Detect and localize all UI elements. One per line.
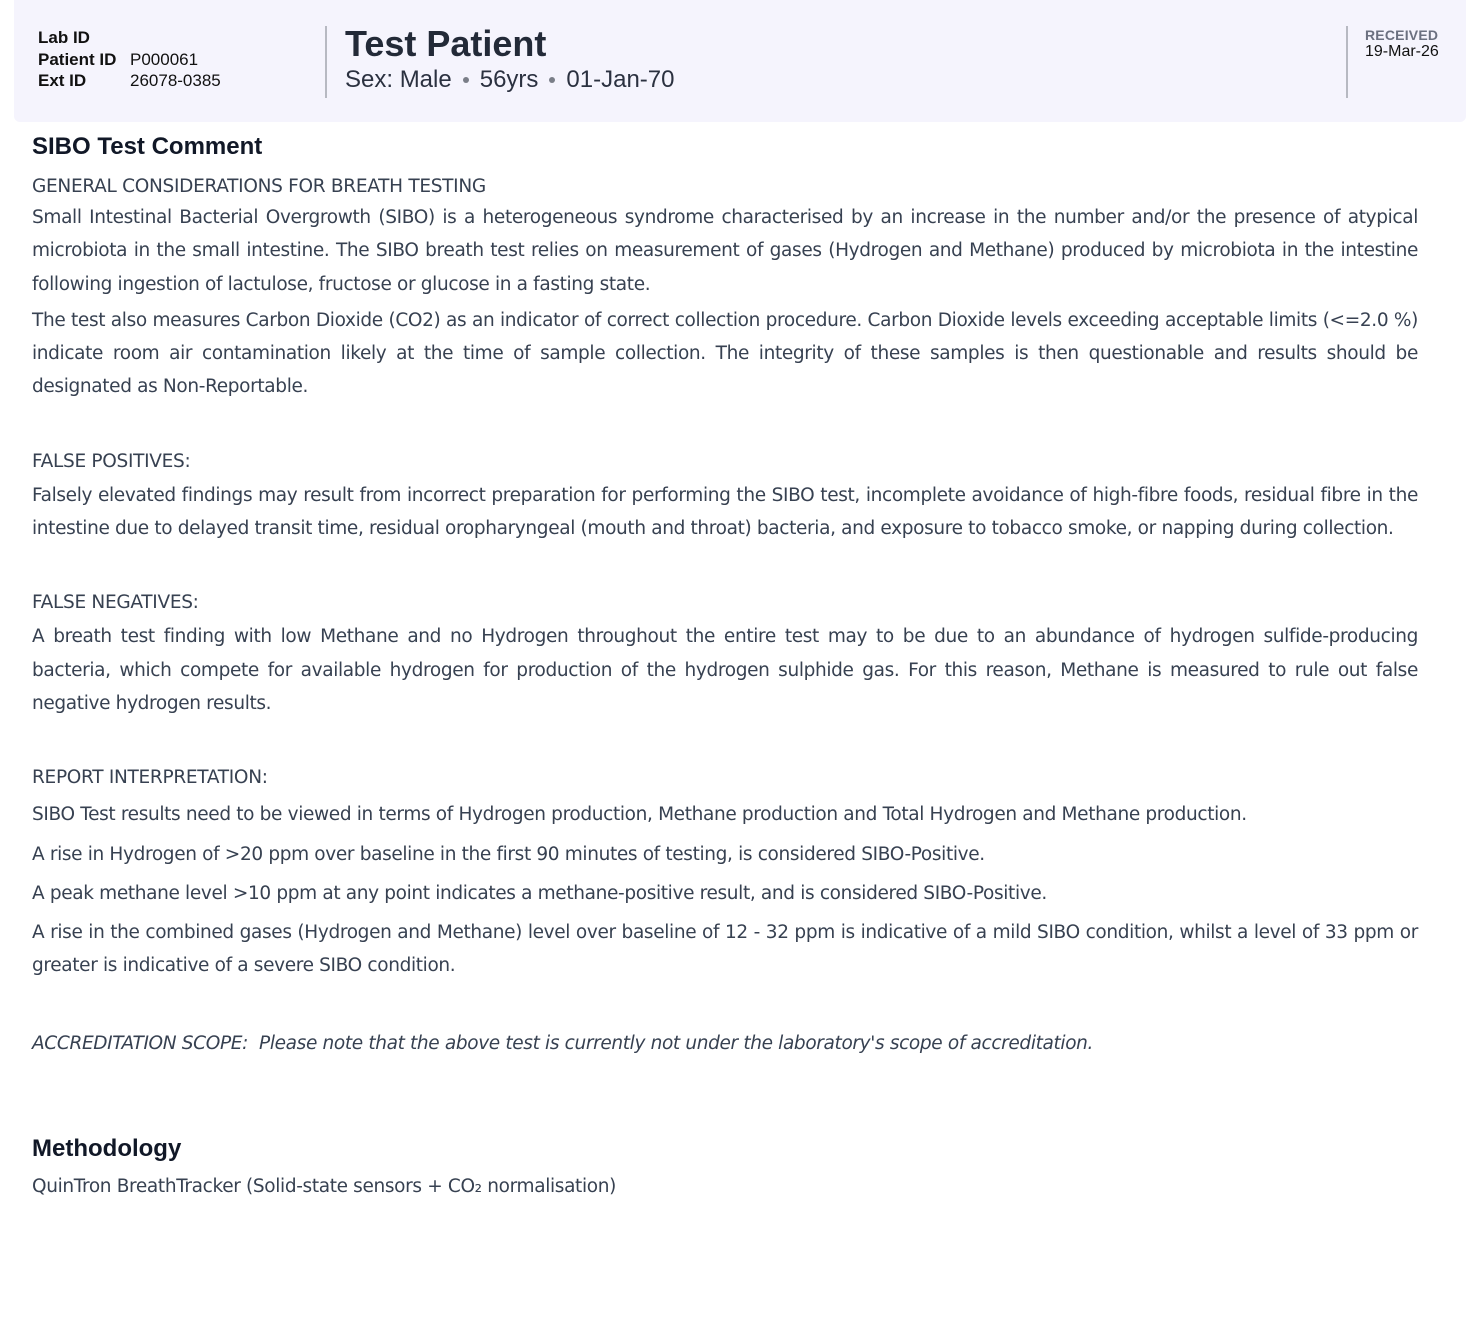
accreditation-note: ACCREDITATION SCOPE: Please note that the above test is currently not under the laboratory's scope of accreditation. xyxy=(32,1032,1094,1054)
general-paragraph: Small Intestinal Bacterial Overgrowth (SIBO) is a heterogeneous syndrome characterised by an increase in the number and/or the presence of atypical microbiota in the small intestine. The SIBO breath test relies on measurement of gases (Hydrogen and Methane) produced by microbiota in the intestine following ingestion of lactulose, fructose or glucose in a fasting state. xyxy=(32,207,1418,295)
false-negatives-text: A breath test finding with low Methane and no Hydrogen throughout the entire test may to be due to an abundance of hydrogen sulfide-producing bacteria, which compete for available hydrogen for production of the hydrogen sulphide gas. For this reason, Methane is measured to rule out false negative hydrogen results. xyxy=(32,626,1418,714)
patient-identifiers xyxy=(38,27,221,92)
received-date: 19-Mar-26 xyxy=(1365,43,1439,60)
received-info xyxy=(1365,27,1439,61)
comment-title: SIBO Test Comment xyxy=(32,133,263,160)
separator-dot-icon xyxy=(463,77,469,83)
patient-id-label: Patient ID xyxy=(38,49,117,69)
methodology-title: Methodology xyxy=(32,1134,182,1162)
patient-sex: Sex: Male xyxy=(345,66,452,93)
ext-id-label: Ext ID xyxy=(38,71,87,90)
interpretation-line: A peak methane level >10 ppm at any point indicates a methane-positive result, and is considered SIBO-Positive. xyxy=(32,882,1047,904)
false-positives-text: Falsely elevated findings may result from incorrect preparation for performing the SIBO test, incomplete avoidance of high-fibre foods, residual fibre in the intestine due to delayed transit time, residual oropharyngeal (mouth and throat) bacteria, and exposure to tobacco smoke, or napping during collection. xyxy=(32,484,1418,540)
general-considerations-heading: GENERAL CONSIDERATIONS FOR BREATH TESTING xyxy=(32,176,486,197)
patient-age: 56yrs xyxy=(479,66,539,93)
ext-id-value: 26078-0385 xyxy=(130,71,221,90)
patient-name: Test Patient xyxy=(345,23,547,64)
patient-id-row xyxy=(38,49,221,71)
separator-dot-icon xyxy=(549,77,555,83)
patient-dob: 01-Jan-70 xyxy=(566,66,675,93)
interpretation-line: A rise in Hydrogen of >20 ppm over baseline in the first 90 minutes of testing, is considered SIBO-Positive. xyxy=(32,843,985,865)
report-body xyxy=(32,130,1418,1202)
received-label: RECEIVED xyxy=(1365,27,1439,43)
false-positives-heading: FALSE POSITIVES: xyxy=(32,450,191,472)
methodology-text: QuinTron BreathTracker (Solid-state sensors + CO₂ normalisation) xyxy=(32,1175,616,1197)
lab-id-row xyxy=(38,27,221,49)
interpretation-line: SIBO Test results need to be viewed in terms of Hydrogen production, Methane production and Total Hydrogen and Methane production. xyxy=(32,804,1247,826)
general-paragraph: The test also measures Carbon Dioxide (CO2) as an indicator of correct collection procedure. Carbon Dioxide levels exceeding acceptable limits (<=2.0 %) indicate room air contamination likely at the time of sample collection. The integrity of these samples is then questionable and results should be designated as Non-Reportable. xyxy=(32,309,1418,398)
ext-id-row xyxy=(38,70,221,92)
false-negatives-heading: FALSE NEGATIVES: xyxy=(32,592,199,614)
interpretation-line: A rise in the combined gases (Hydrogen and Methane) level over baseline of 12 - 32 ppm is indicative of a mild SIBO condition, whilst a level of 33 ppm or greater is indicative of a severe SIBO condition. xyxy=(32,922,1418,977)
patient-id-value: P000061 xyxy=(130,49,199,69)
report-header xyxy=(14,0,1466,122)
patient-info xyxy=(345,22,674,94)
patient-demographics xyxy=(345,66,674,94)
header-divider xyxy=(1346,26,1348,98)
lab-id-label: Lab ID xyxy=(38,28,90,47)
header-divider xyxy=(325,26,327,98)
interpretation-heading: REPORT INTERPRETATION: xyxy=(32,767,268,789)
